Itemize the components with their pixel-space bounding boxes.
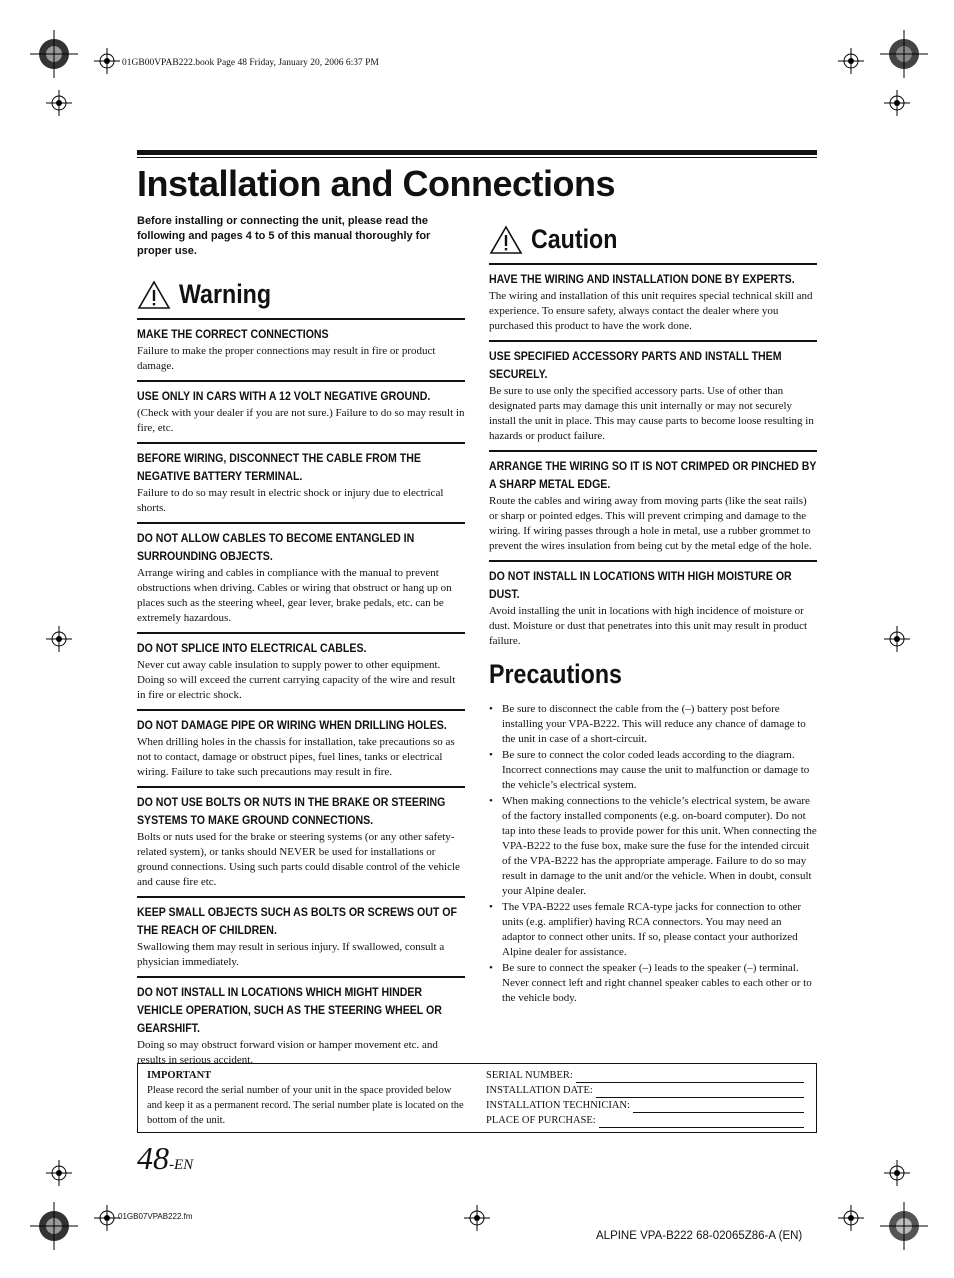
precautions-list — [489, 702, 817, 1006]
page-number — [137, 1140, 193, 1177]
caution-item-title: ARRANGE THE WIRING SO IT IS NOT CRIMPED OR PINCHED BY A SHARP METAL EDGE. — [489, 461, 817, 491]
warning-item-body: Swallowing them may result in serious injury. If swallowed, consult a physician immediately. — [137, 941, 445, 968]
caution-item — [489, 450, 817, 554]
warning-item-body: Failure to do so may result in electric shock or injury due to electrical shorts. — [137, 487, 444, 514]
blank-line — [633, 1101, 804, 1113]
register-mark-icon — [94, 1205, 120, 1231]
caution-item-body: Avoid installing the unit in locations with high incidence of moisture or dust. Moisture or dust that penetrates into this unit may result in product failure. — [489, 605, 808, 647]
crop-mark-top-left-corner-icon — [30, 30, 80, 80]
crop-mark-bottom-left-corner-icon — [30, 1200, 80, 1250]
warning-item-body: Arrange wiring and cables in compliance with the manual to prevent obstructions when driving. Cables or wiring that obstruct or hang up on places such as the steering wheel, gear lever, brake pedals, etc. can be extremely hazardous. — [137, 567, 452, 624]
caution-item — [489, 263, 817, 334]
installation-technician-field — [486, 1098, 804, 1113]
register-mark-icon — [838, 1205, 864, 1231]
warning-item-title: USE ONLY IN CARS WITH A 12 VOLT NEGATIVE GROUND. — [137, 391, 431, 403]
caution-triangle-icon — [489, 225, 523, 255]
field-label: PLACE OF PURCHASE: — [486, 1115, 596, 1126]
register-mark-icon — [884, 626, 910, 652]
field-label: INSTALLATION TECHNICIAN: — [486, 1100, 630, 1111]
precaution-item: • Be sure to disconnect the cable from the (–) battery post before installing your VPA-B222. This will reduce any chance of damage to the unit in case of a short-circuit. — [489, 702, 817, 747]
right-column — [489, 224, 817, 1007]
caution-item-body: Route the cables and wiring away from moving parts (like the seat rails) or sharp or pointed edges. This will prevent crimping and damage to the wiring. If wiring passes through a hole in metal, use a rubber grommet to prevent the wires insulation from being cut by the metal edge of the hole. — [489, 495, 812, 552]
warning-item-body: Failure to make the proper connections may result in fire or product damage. — [137, 345, 436, 372]
caution-item-body: The wiring and installation of this unit requires special technical skill and experience. To ensure safety, always contact the dealer where you purchased this product to have the work done. — [489, 290, 813, 332]
caution-item — [489, 560, 817, 649]
warning-title: Warning — [179, 279, 272, 309]
precaution-item: • When making connections to the vehicle’s electrical system, be aware of the factory installed components (e.g. on-board computer). Do not tap into these leads to provide power for this unit. When connecting the VPA-B222 to the fuse box, make sure the fuse for the intended circuit of the VPA-B222 has the appropriate amperage. Failure to do so may result in damage to the unit and/or the vehicle. When in doubt, consult your Alpine dealer. — [489, 794, 817, 899]
register-mark-icon — [464, 1205, 490, 1231]
register-mark-icon — [46, 626, 72, 652]
important-box — [137, 1063, 817, 1133]
warning-item-body: Bolts or nuts used for the brake or steering systems (or any other safety-related system), or tanks should NEVER be used for installations or ground connections. Using such parts could disable control of the vehicle and cause fire etc. — [137, 831, 460, 888]
warning-item — [137, 522, 465, 626]
caution-heading — [489, 224, 817, 255]
precaution-item: • Be sure to connect the speaker (–) leads to the speaker (–) terminal. Never connect left and right channel speaker cables to each other or to the vehicle body. — [489, 961, 817, 1006]
precaution-item: • Be sure to connect the color coded leads according to the diagram. Incorrect connections may cause the unit to malfunction or damage to the vehicle’s electrical system. — [489, 748, 817, 793]
warning-item-body: (Check with your dealer if you are not sure.) Failure to do so may result in fire, etc. — [137, 407, 465, 434]
warning-item — [137, 632, 465, 703]
important-body: Please record the serial number of your unit in the space provided below and keep it as a permanent record. The serial number plate is located on the bottom of the unit. — [147, 1085, 464, 1126]
warning-item-body: When drilling holes in the chassis for installation, take precautions so as not to contact, damage or obstruct pipes, fuel lines, tanks or electrical wiring. Failure to take such precautions may result in fire. — [137, 736, 455, 778]
caution-item-title: HAVE THE WIRING AND INSTALLATION DONE BY EXPERTS. — [489, 274, 795, 286]
caution-item-body: Be sure to use only the specified accessory parts. Use of other than designated parts may damage this unit internally or may not securely install the unit in place. This may cause parts to become loose resulting in hazards or product failure. — [489, 385, 814, 442]
warning-item-title: DO NOT USE BOLTS OR NUTS IN THE BRAKE OR STEERING SYSTEMS TO MAKE GROUND CONNECTIONS. — [137, 797, 446, 827]
book-info: 01GB00VPAB222.book Page 48 Friday, January 20, 2006 6:37 PM — [122, 58, 379, 68]
field-label: INSTALLATION DATE: — [486, 1085, 593, 1096]
intro-text: Before installing or connecting the unit, please read the following and pages 4 to 5 of this manual thoroughly for proper use. — [137, 215, 431, 257]
warning-item-title: DO NOT DAMAGE PIPE OR WIRING WHEN DRILLING HOLES. — [137, 720, 447, 732]
footer-filename: 01GB07VPAB222.fm — [118, 1212, 193, 1221]
page-title-block — [137, 150, 817, 206]
page-title: Installation and Connections — [137, 163, 616, 204]
field-label: SERIAL NUMBER: — [486, 1070, 573, 1081]
caution-item-title: DO NOT INSTALL IN LOCATIONS WITH HIGH MOISTURE OR DUST. — [489, 571, 792, 601]
left-column — [137, 214, 465, 1074]
register-mark-icon — [884, 90, 910, 116]
precaution-item: • The VPA-B222 uses female RCA-type jacks for connection to other units (e.g. amplifier) having RCA connectors. You may need an adaptor to connect other units. If so, please contact your authorized Alpine dealer for assistance. — [489, 900, 817, 960]
blank-line — [576, 1071, 804, 1083]
record-fields — [486, 1068, 804, 1128]
serial-number-field — [486, 1068, 804, 1083]
warning-item — [137, 442, 465, 516]
caution-item-title: USE SPECIFIED ACCESSORY PARTS AND INSTALL THEM SECURELY. — [489, 351, 782, 381]
place-of-purchase-field — [486, 1113, 804, 1128]
important-heading: IMPORTANT — [147, 1070, 212, 1081]
register-mark-icon — [46, 90, 72, 116]
warning-item-body: Never cut away cable insulation to supply power to other equipment. Doing so will exceed the current carrying capacity of the wire and result in fire or electric shock. — [137, 659, 456, 701]
warning-item-title: MAKE THE CORRECT CONNECTIONS — [137, 329, 329, 341]
warning-triangle-icon — [137, 280, 171, 310]
important-note — [147, 1068, 467, 1128]
register-mark-icon — [884, 1160, 910, 1186]
warning-item — [137, 786, 465, 890]
warning-item-title: BEFORE WIRING, DISCONNECT THE CABLE FROM THE NEGATIVE BATTERY TERMINAL. — [137, 453, 421, 483]
caution-title: Caution — [531, 224, 618, 254]
page-number-value: 48 — [137, 1140, 169, 1176]
warning-item-title: DO NOT ALLOW CABLES TO BECOME ENTANGLED IN SURROUNDING OBJECTS. — [137, 533, 415, 563]
warning-item — [137, 976, 465, 1068]
warning-item — [137, 896, 465, 970]
register-mark-icon — [838, 48, 864, 74]
register-mark-icon — [94, 48, 120, 74]
warning-item-body: Doing so may obstruct forward vision or hamper movement etc. and results in serious accident. — [137, 1039, 438, 1066]
warning-item-title: DO NOT INSTALL IN LOCATIONS WHICH MIGHT HINDER VEHICLE OPERATION, SUCH AS THE STEERING WHEEL OR GEARSHIFT. — [137, 987, 442, 1035]
warning-item — [137, 380, 465, 436]
precautions-title: Precautions — [489, 659, 622, 689]
installation-date-field — [486, 1083, 804, 1098]
crop-mark-top-right-corner-icon — [878, 30, 928, 80]
warning-item-title: DO NOT SPLICE INTO ELECTRICAL CABLES. — [137, 643, 367, 655]
page-number-suffix: -EN — [169, 1157, 194, 1173]
blank-line — [599, 1116, 804, 1128]
caution-item — [489, 340, 817, 444]
warning-item — [137, 709, 465, 780]
warning-item-title: KEEP SMALL OBJECTS SUCH AS BOLTS OR SCREWS OUT OF THE REACH OF CHILDREN. — [137, 907, 457, 937]
crop-mark-bottom-right-corner-icon — [878, 1200, 928, 1250]
register-mark-icon — [46, 1160, 72, 1186]
warning-heading — [137, 279, 465, 310]
footer-product-code: ALPINE VPA-B222 68-02065Z86-A (EN) — [596, 1230, 803, 1242]
warning-item — [137, 318, 465, 374]
blank-line — [596, 1086, 804, 1098]
